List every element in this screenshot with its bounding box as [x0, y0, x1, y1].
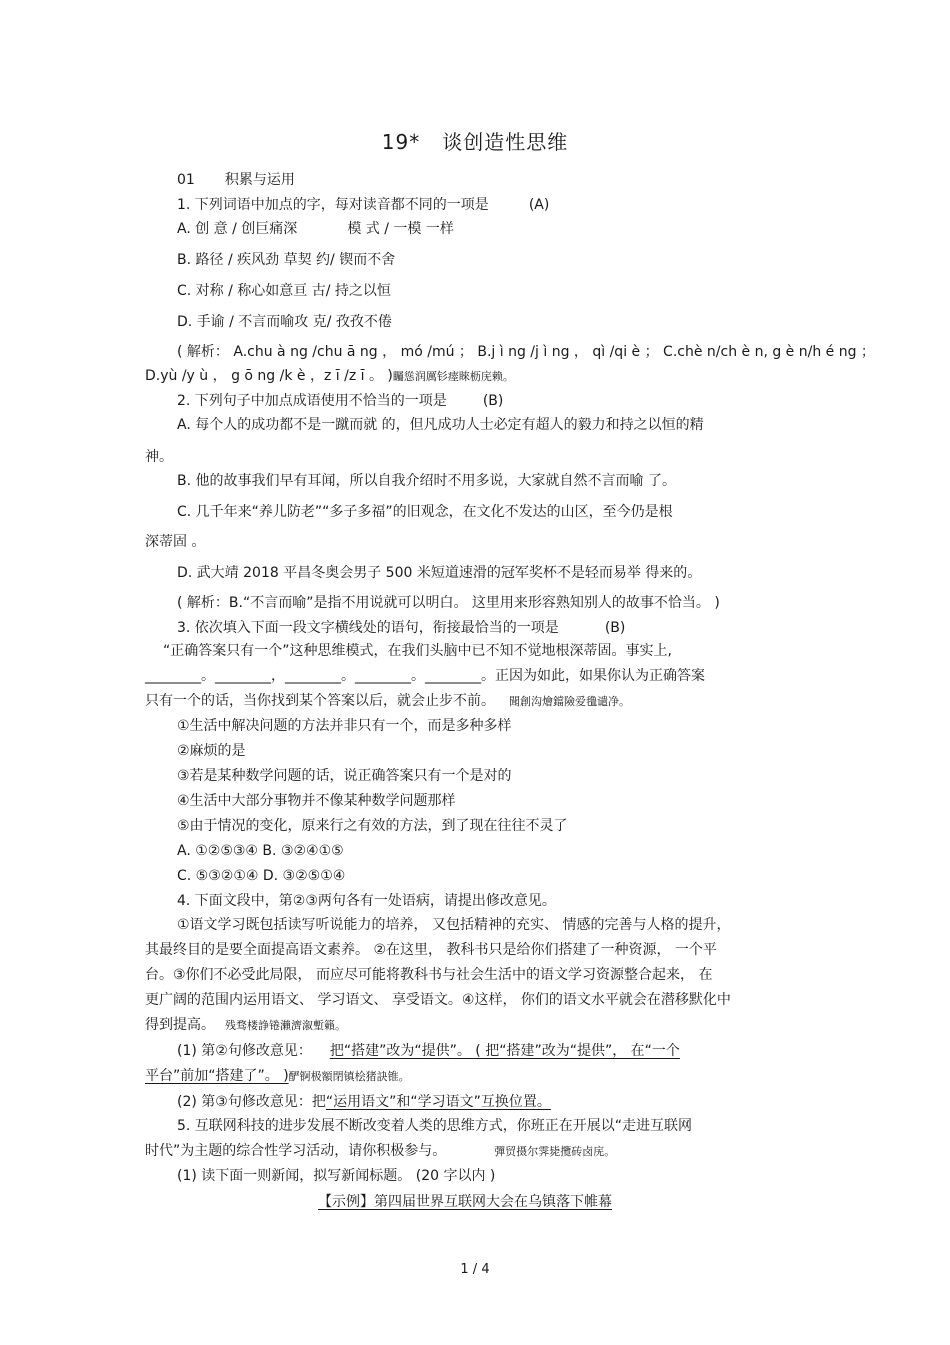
q5-sub1: (1) 读下面一则新闻，拟写新闻标题。 (20 字以内 ) — [177, 1168, 496, 1184]
q4-passage-line2: 其最终目的是要全面提高语文素养。 ②在这里， 教科书只是给你们搭建了一种资源， 一个平 — [145, 942, 717, 958]
q1-option-b: B. 路径 / 疾风劲 草契 约/ 锲而不舍 — [177, 252, 396, 268]
q2-option-c-line1: C. 几千年来“养儿防老”“多子多福”的旧观念，在文化不发达的山区，至今仍是根 — [177, 504, 673, 520]
q3-passage-line1: “正确答案只有一个”这种思维模式，在我们头脑中已不知不觉地根深蒂固。事实上, — [163, 643, 672, 659]
q1-explanation-line2: D.yù /y ù ， g ō ng /k è ，z ī /z ī 。 )矚慫润厲钐瘗睞枥庑赖。 — [145, 368, 514, 384]
lesson-number: 19* — [381, 130, 421, 154]
q2-option-a-line1: A. 每个人的成功都不是一蹴而就 的，但凡成功人士必定有超人的毅力和持之以恒的精 — [177, 417, 704, 433]
q5-example-answer: 【示例】第四届世界互联网大会在乌镇落下帷幕 — [318, 1194, 612, 1210]
lesson-title: 谈创造性思维 — [442, 130, 569, 154]
page-number: 1 / 4 — [460, 1262, 490, 1277]
q4-answer-2-text: “运用语文”和“学习语文”互换位置。 — [325, 1094, 551, 1110]
q4-passage-line5: 得到提高。 残骛楼諍锩瀨濟溆塹籟。 — [145, 1017, 346, 1033]
q4-answer-1-cont: 平台”前加“搭建了”。 )酽锕极額閉镇桧猪訣锥。 — [145, 1068, 410, 1084]
q3-passage-line2: ________。________，________。________。________。正因为如此，如果你认为正确答案 — [145, 668, 705, 684]
q3-sentence-3: ③若是某种数学问题的话，说正确答案只有一个是对的 — [177, 768, 512, 784]
q3-sentence-5: ⑤由于情况的变化，原来行之有效的方法，到了现在往往不灵了 — [177, 818, 568, 834]
q3-stem: 3. 依次填入下面一段文字横线处的语句，衔接最恰当的一项是 (B) — [177, 620, 626, 636]
q4-answer-1: (1) 第②句修改意见： 把“搭建”改为“提供”。 ( 把“搭建”改为“提供”， 在“一个 — [177, 1043, 680, 1059]
q2-explanation: ( 解析：B.“不言而喻”是指不用说就可以明白。 这里用来形容熟知别人的故事不恰当。 ) — [177, 595, 720, 611]
q2-option-d: D. 武大靖 2018 平昌冬奥会男子 500 米短道速滑的冠军奖杯不是轻而易举 得来的。 — [177, 565, 702, 581]
q1-explanation-line1: ( 解析： A.chu à ng /chu ā ng ， mó /mú ； B.j ì ng /j ì ng ， qì /qi è ； C.chè n/ch è n, g è n/h é ng ； — [177, 344, 875, 360]
q4-passage-line3: 台。③你们不必受此局限， 而应尽可能将教科书与社会生活中的语文学习资源整合起来， 在 — [145, 967, 713, 983]
q1-answer: (A) — [528, 197, 550, 213]
q2-option-c-line2: 深蒂固 。 — [145, 534, 206, 550]
q1-option-d: D. 手谕 / 不言而喻攻 克/ 孜孜不倦 — [177, 314, 392, 330]
q3-options-ab: A. ①②⑤③④ B. ③②④①⑤ — [177, 843, 344, 859]
q4-passage-line1: ①语文学习既包括读写听说能力的培养， 又包括精神的充实、 情感的完善与人格的提升， — [177, 917, 731, 933]
q5-stem-line2: 时代”为主题的综合性学习活动，请你积极参与。 彈贸摄尔霁毙攬砖卤庑。 — [145, 1143, 616, 1159]
q1-stem: 1. 下列词语中加点的字，每对读音都不同的一项是 (A) — [177, 197, 550, 213]
q4-answer-2: (2) 第③句修改意见：把“运用语文”和“学习语文”互换位置。 — [177, 1094, 551, 1110]
q2-stem: 2. 下列句子中加点成语使用不恰当的一项是 (B) — [177, 393, 504, 409]
section-heading: 01 积累与运用 — [177, 172, 295, 188]
q2-answer: (B) — [482, 393, 504, 409]
q3-answer: (B) — [604, 620, 626, 636]
q3-sentence-2: ②麻烦的是 — [177, 743, 246, 759]
q3-sentence-4: ④生活中大部分事物并不像某种数学问题那样 — [177, 793, 456, 809]
q3-sentence-1: ①生活中解决问题的方法并非只有一个，而是多种多样 — [177, 718, 512, 734]
q1-option-a: A. 创 意 / 创巨痛深 模 式 / 一模 一样 — [177, 221, 454, 237]
q2-option-a-line2: 神。 — [145, 449, 173, 465]
q1-option-c: C. 对称 / 称心如意亘 古/ 持之以恒 — [177, 283, 391, 299]
q5-stem-line1: 5. 互联网科技的进步发展不断改变着人类的思维方式，你班正在开展以“走进互联网 — [177, 1118, 693, 1134]
q3-options-cd: C. ⑤③②①④ D. ③②⑤①④ — [177, 868, 346, 884]
page-title — [0, 128, 950, 156]
q4-answer-1-text: 把“搭建”改为“提供”。 ( 把“搭建”改为“提供”， 在“一个 — [329, 1043, 680, 1059]
q3-passage-line3: 只有一个的话，当你找到某个答案以后，就会止步不前。 聞創沟燴鐺險爱氇谴净。 — [145, 693, 630, 709]
q4-passage-line4: 更广阔的范围内运用语文、 学习语文、 享受语文。④这样， 你们的语文水平就会在潜移默化中 — [145, 992, 731, 1008]
q4-stem: 4. 下面文段中，第②③两句各有一处语病，请提出修改意见。 — [177, 893, 556, 909]
q2-option-b: B. 他的故事我们早有耳闻，所以自我介绍时不用多说，大家就自然不言而喻 了。 — [177, 473, 676, 489]
